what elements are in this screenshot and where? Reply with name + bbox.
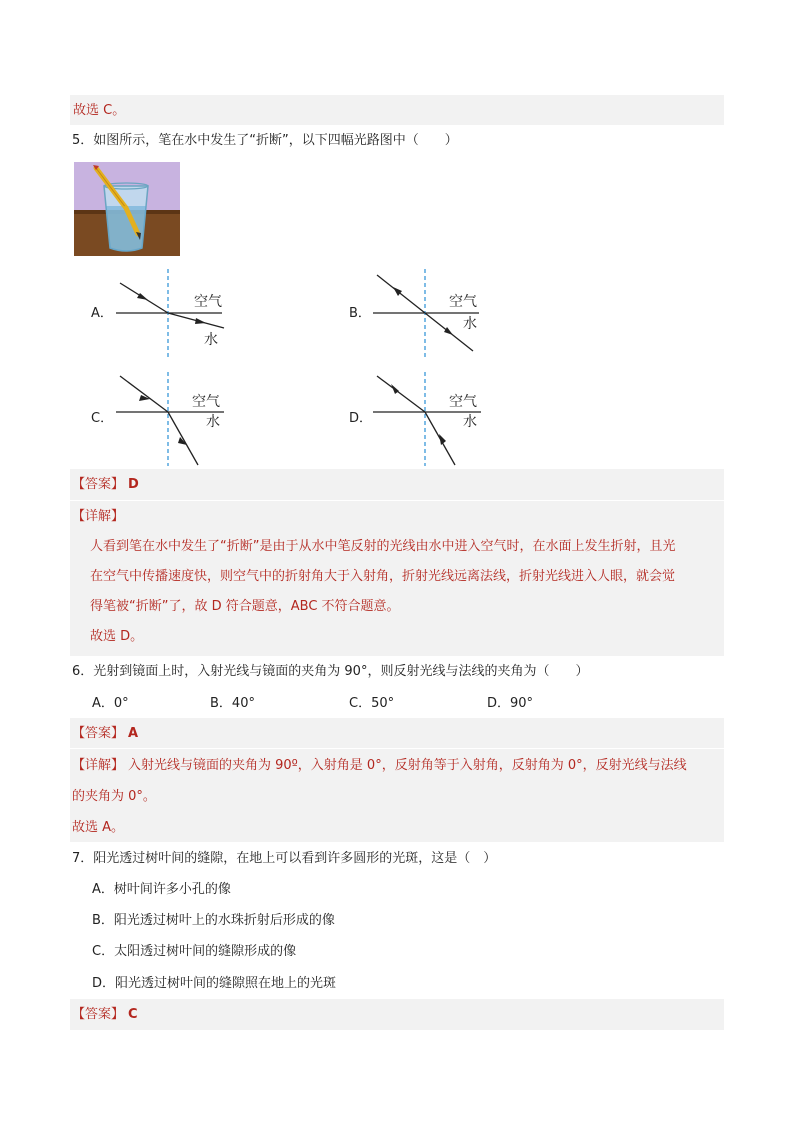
detail-tag-q6: 【详解】 — [72, 758, 125, 773]
answer-block-q5 — [70, 469, 724, 500]
pen-in-water-image — [74, 162, 180, 256]
answer-tag-q6: 【答案】 — [72, 726, 125, 741]
conclusion-q5: 故选 D。 — [90, 629, 144, 644]
answer-q6: A — [128, 726, 139, 741]
q6-option-b[interactable]: B．40° — [210, 696, 255, 711]
q6-option-d[interactable]: D．90° — [487, 696, 534, 711]
air-label: 空气 — [192, 394, 220, 410]
detail-tag-q5: 【详解】 — [72, 509, 125, 524]
answer-q7: C — [128, 1007, 138, 1022]
conclusion-q4: 故选 C。 — [73, 103, 126, 118]
answer-block-q7 — [70, 999, 724, 1030]
q5-option-c-diagram[interactable] — [110, 370, 240, 468]
detail-line: 得笔被“折断”了，故 D 符合题意，ABC 不符合题意。 — [90, 599, 400, 614]
air-label: 空气 — [449, 394, 477, 410]
answer-tag-q7: 【答案】 — [72, 1007, 125, 1022]
q5-option-a-label[interactable]: A． — [91, 306, 113, 321]
answer-block-q4 — [70, 95, 724, 125]
water-label: 水 — [463, 316, 477, 332]
detail-text-q5 — [90, 532, 718, 652]
q7-option-d[interactable]: D．阳光透过树叶间的缝隙照在地上的光斑 — [92, 976, 337, 991]
q7-option-b[interactable]: B．阳光透过树叶上的水珠折射后形成的像 — [92, 913, 335, 928]
water-label: 水 — [463, 414, 477, 430]
q6-option-c[interactable]: C．50° — [349, 696, 395, 711]
detail-line: 人看到笔在水中发生了“折断”是由于从水中笔反射的光线由水中进入空气时，在水面上发生折射，且光 — [90, 539, 676, 554]
air-label: 空气 — [449, 294, 477, 310]
q5-option-b-diagram[interactable] — [367, 265, 497, 360]
question-6-stem: 6．光射到镜面上时，入射光线与镜面的夹角为 90°，则反射光线与法线的夹角为（ ） — [72, 664, 589, 679]
question-7-stem: 7．阳光透过树叶间的缝隙，在地上可以看到许多圆形的光斑，这是（ ） — [72, 851, 497, 866]
q5-option-b-label[interactable]: B． — [349, 306, 371, 321]
answer-tag-q5: 【答案】 — [72, 477, 125, 492]
question-5-stem: 5．如图所示，笔在水中发生了“折断”，以下四幅光路图中（ ） — [72, 133, 458, 148]
detail-text-q6-line1: 入射光线与镜面的夹角为 90º，入射角是 0°，反射角等于入射角，反射角为 0°，反射光线与法线 — [128, 758, 687, 773]
q5-option-c-label[interactable]: C． — [91, 411, 114, 426]
detail-line: 在空气中传播速度快，则空气中的折射角大于入射角，折射光线远离法线，折射光线进入人眼，就会觉 — [90, 569, 676, 584]
answer-block-q6 — [70, 718, 724, 748]
conclusion-q6: 故选 A。 — [72, 820, 125, 835]
q5-option-a-diagram[interactable] — [110, 265, 240, 360]
q5-option-d-label[interactable]: D． — [349, 411, 373, 426]
water-label: 水 — [206, 414, 220, 430]
q7-option-a[interactable]: A．树叶间许多小孔的像 — [92, 882, 231, 897]
q5-option-d-diagram[interactable] — [367, 370, 497, 468]
q6-option-a[interactable]: A．0° — [92, 696, 129, 711]
detail-text-q6-line2: 的夹角为 0°。 — [72, 789, 156, 804]
air-label: 空气 — [194, 294, 222, 310]
water-label: 水 — [204, 332, 218, 348]
q7-option-c[interactable]: C．太阳透过树叶间的缝隙形成的像 — [92, 944, 297, 959]
answer-q5: D — [128, 477, 139, 492]
